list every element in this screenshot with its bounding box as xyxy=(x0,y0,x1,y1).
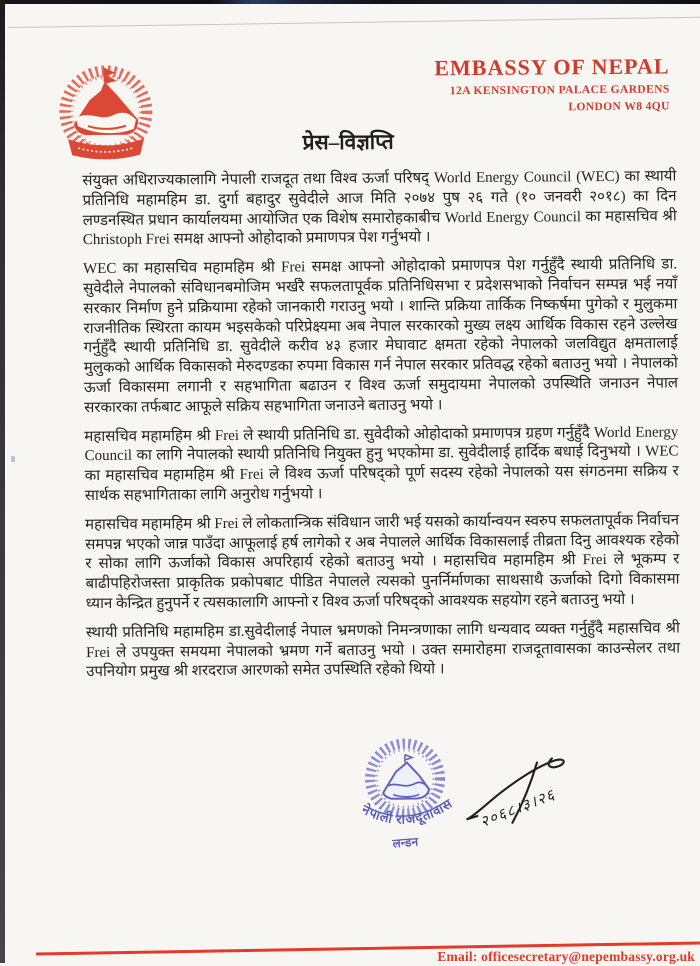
signature-inscription: २०६८।३।२६ xyxy=(478,786,559,831)
signature-block xyxy=(455,738,591,849)
press-release-title: प्रेस–विज्ञप्ति xyxy=(302,129,394,155)
embassy-address-line1: 12A KENSINGTON PALACE GARDENS xyxy=(449,83,670,98)
embassy-stamp-icon xyxy=(341,734,470,857)
svg-text:नेपाली राजदूतावास xyxy=(359,795,456,828)
paragraph-4: महासचिव महामहिम श्री Frei ले लोकतान्त्रिक संविधान जारी भई यसको कार्यान्वयन स्वरुप सफलतापूर्वक निर्वाचन समपन्न भएको जान्न पाउँदा आफूलाई हर्ष लागेको र अब नेपालले आर्थिक विकासलाई तीव्रता दिनु आवश्यक रहेको र सोका लागि ऊर्जाको विकास अपरिहार्य रहेको बताउनु भयो । महासचिव महामहिम श्री Frei ले भूकम्प र बाढीपहिरोजस्ता प्राकृतिक प्रकोपबाट पीडित नेपालले त्यसको पुनर्निर्माणका साथसाथै ऊर्जाको दिगो विकासमा ध्यान केन्द्रित हुनुपर्ने र त्यसकालागि आफ्नो र विश्व ऊर्जा परिषद्को आवश्यक सहयोग रहने बताउनु भयो । xyxy=(85,512,680,613)
embassy-address-line2: LONDON W8 4QU xyxy=(568,100,670,114)
embassy-stamp xyxy=(341,734,470,862)
nepal-coat-of-arms-logo xyxy=(47,59,164,183)
embassy-name: EMBASSY OF NEPAL xyxy=(434,53,670,81)
letterhead xyxy=(434,53,670,115)
stamp-text: नेपाली राजदूतावास xyxy=(359,795,456,827)
paragraph-5: स्थायी प्रतिनिधि महामहिम डा.सुवेदीलाई नेपाल भ्रमणको निमन्त्रणाका लागि धन्यवाद व्यक्त गर्नुहुँदै महासचिव श्री Frei ले उपयुक्त समयमा नेपालको भ्रमण गर्ने बताउनु भयो । उक्त समारोहमा राजदूतावासका काउन्सेलर तथा उपनियोग प्रमुख श्री शरदराज आरणको समेत उपस्थिति रहेको थियो । xyxy=(85,620,681,681)
paragraph-1: संयुक्त अधिराज्यकालागि नेपाली राजदूत तथा विश्व ऊर्जा परिषद् World Energy Council (WEC) का स्थायी प्रतिनिधि महामहिम डा. दुर्गा बहादुर सुवेदीले आज मिति २०७४ पुष २६ गते (१० जनवरी २०१८) का दिन लण्डनस्थित प्रधान कार्यालयमा आयोजित एक विशेष समारोहकाबीच World Energy Council का महासचिव श्री Christoph Frei समक्ष आफ्नो ओहोदाको प्रमाणपत्र पेश गर्नुभयो । xyxy=(82,168,677,249)
stamp-city: लन्डन xyxy=(392,834,419,851)
nepal-coat-of-arms-icon xyxy=(47,59,164,178)
press-release-body xyxy=(82,167,680,692)
paragraph-2: WEC का महासचिव महामहिम श्री Frei समक्ष आफ्नो ओहोदाको प्रमाणपत्र पेश गर्नुहुँदै स्थायी प्रतिनिधि डा. सुवेदीले नेपालको संविधानबमोजिम भर्खरै सफलतापूर्वक प्रतिनिधिसभा र प्रदेशसभाको निर्वाचन सम्पन्न भई नयाँ सरकार निर्माण हुने प्रक्रियामा रहेको जानकारी गराउनु भयो । शान्ति प्रक्रिया तार्किक निष्कर्षमा पुगेको र मुलुकमा राजनीतिक स्थिरता कायम भइसकेको परिप्रेक्ष्यमा अब नेपाल सरकारको मुख्य लक्ष्य आर्थिक विकास रहने उल्लेख गर्नुहुँदै स्थायी प्रतिनिधि डा. सुवेदीले करीव ४३ हजार मेघावाट क्षमता रहेको नेपालको जलविद्युत क्षमतालाई मुलुकको आर्थिक विकासको मेरुदण्डका रुपमा विकास गर्न नेपाल सरकार प्रतिवद्ध रहेको बताउनु भयो । नेपालको ऊर्जा विकासमा लगानी र सहभागिता बढाउन र विश्व ऊर्जा समुदायमा नेपालको उपस्थिति जनाउन नेपाल सरकारका तर्फबाट आफूले सक्रिय सहभागिता जनाउने बताउनु भयो । xyxy=(83,256,679,416)
footer-email: Email: officesecretary@nepembassy.org.uk xyxy=(437,949,695,964)
handwritten-signature-icon xyxy=(455,738,591,844)
paragraph-3: महासचिव महामहिम श्री Frei ले स्थायी प्रतिनिधि डा. सुवेदीको ओहोदाको प्रमाणपत्र ग्रहण गर्नुहुँदै World Energy Council का लागि नेपालको स्थायी प्रतिनिधि नियुक्त हुनु भएकोमा डा. सुवेदीलाई हार्दिक बधाई दिनुभयो । WEC का महासचिव महामहिम श्री Frei ले विश्व ऊर्जा परिषद्को पूर्ण सदस्य रहेको नेपालको यस संगठनमा सक्रिय र सार्थक सहभागिताका लागि अनुरोध गर्नुभयो । xyxy=(84,423,679,505)
